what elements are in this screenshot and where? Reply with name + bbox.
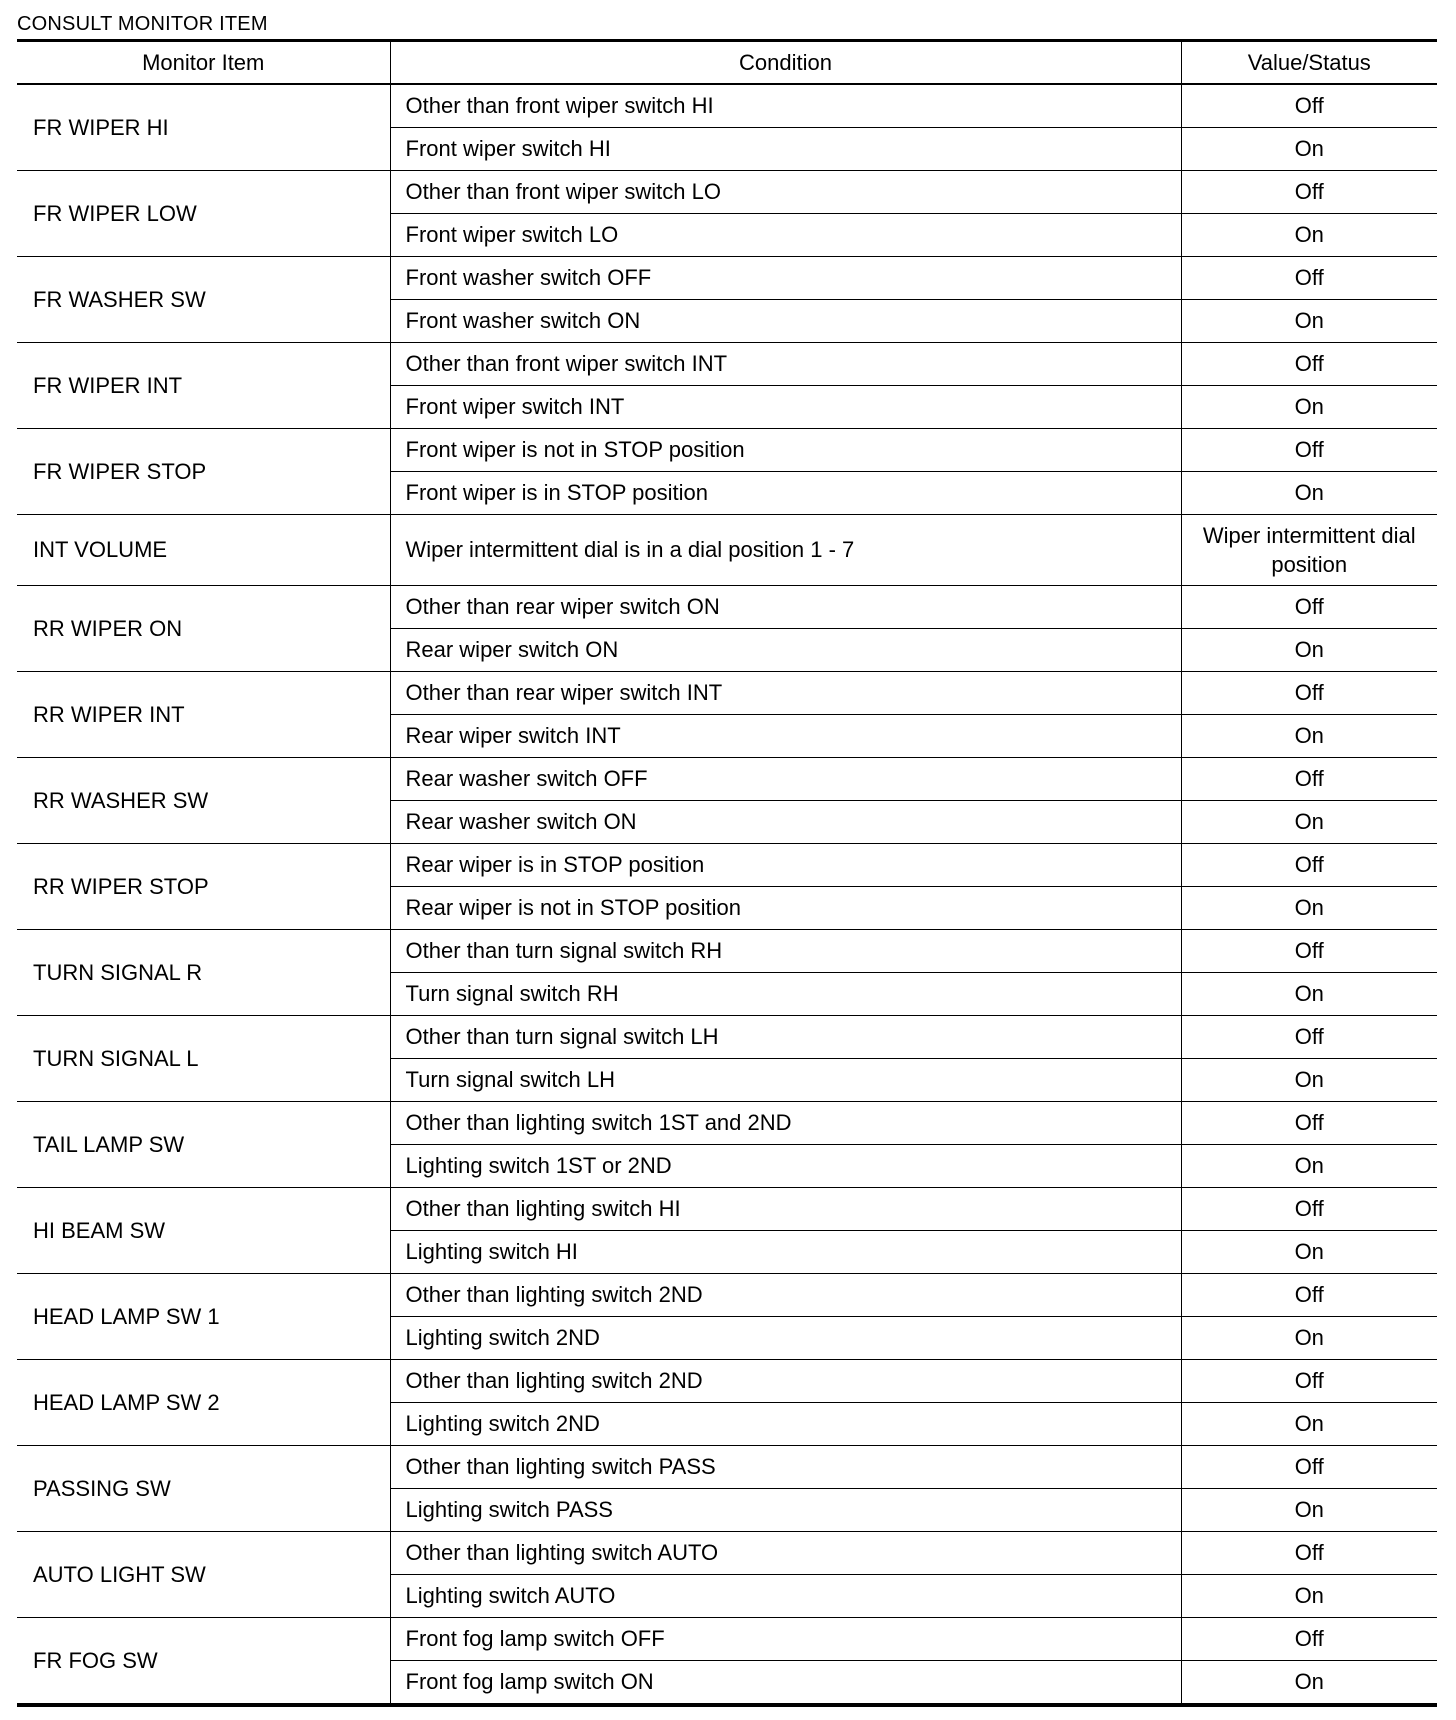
condition-cell: Front fog lamp switch OFF — [390, 1618, 1181, 1661]
value-status-cell: On — [1181, 300, 1437, 343]
table-row — [17, 1446, 1437, 1489]
table-row — [17, 930, 1437, 973]
condition-cell: Rear wiper switch INT — [390, 715, 1181, 758]
condition-cell: Front washer switch ON — [390, 300, 1181, 343]
condition-cell: Lighting switch 2ND — [390, 1317, 1181, 1360]
condition-cell: Other than front wiper switch LO — [390, 171, 1181, 214]
condition-cell: Lighting switch PASS — [390, 1489, 1181, 1532]
condition-cell: Lighting switch AUTO — [390, 1575, 1181, 1618]
table-row — [17, 672, 1437, 715]
condition-cell: Other than turn signal switch RH — [390, 930, 1181, 973]
value-status-cell: Off — [1181, 1016, 1437, 1059]
table-row — [17, 515, 1437, 586]
value-status-cell: Off — [1181, 1446, 1437, 1489]
value-status-cell: Off — [1181, 429, 1437, 472]
condition-cell: Front wiper is not in STOP position — [390, 429, 1181, 472]
consult-monitor-table — [17, 39, 1437, 1707]
monitor-item-cell: FR FOG SW — [17, 1618, 390, 1706]
value-status-cell: Off — [1181, 171, 1437, 214]
header-condition: Condition — [390, 41, 1181, 85]
condition-cell: Lighting switch 1ST or 2ND — [390, 1145, 1181, 1188]
condition-cell: Other than lighting switch 2ND — [390, 1360, 1181, 1403]
table-body — [17, 84, 1437, 1705]
condition-cell: Front wiper switch INT — [390, 386, 1181, 429]
monitor-item-cell: RR WIPER ON — [17, 586, 390, 672]
value-status-cell: On — [1181, 1403, 1437, 1446]
monitor-item-cell: HEAD LAMP SW 1 — [17, 1274, 390, 1360]
table-row — [17, 1618, 1437, 1661]
value-status-cell: On — [1181, 1231, 1437, 1274]
monitor-item-cell: RR WIPER INT — [17, 672, 390, 758]
value-status-cell: Off — [1181, 257, 1437, 300]
condition-cell: Other than front wiper switch INT — [390, 343, 1181, 386]
condition-cell: Other than lighting switch PASS — [390, 1446, 1181, 1489]
condition-cell: Wiper intermittent dial is in a dial position 1 - 7 — [390, 515, 1181, 586]
value-status-cell: Off — [1181, 672, 1437, 715]
value-status-cell: Off — [1181, 930, 1437, 973]
table-row — [17, 84, 1437, 128]
condition-cell: Other than rear wiper switch INT — [390, 672, 1181, 715]
condition-cell: Rear wiper is not in STOP position — [390, 887, 1181, 930]
value-status-cell: On — [1181, 1317, 1437, 1360]
condition-cell: Other than lighting switch AUTO — [390, 1532, 1181, 1575]
condition-cell: Lighting switch 2ND — [390, 1403, 1181, 1446]
condition-cell: Other than lighting switch HI — [390, 1188, 1181, 1231]
monitor-item-cell: TAIL LAMP SW — [17, 1102, 390, 1188]
condition-cell: Front washer switch OFF — [390, 257, 1181, 300]
monitor-item-cell: INT VOLUME — [17, 515, 390, 586]
monitor-item-cell: TURN SIGNAL R — [17, 930, 390, 1016]
table-row — [17, 257, 1437, 300]
value-status-cell: On — [1181, 1575, 1437, 1618]
monitor-item-cell: FR WIPER INT — [17, 343, 390, 429]
value-status-cell: On — [1181, 887, 1437, 930]
value-status-cell: Off — [1181, 1360, 1437, 1403]
table-row — [17, 1102, 1437, 1145]
table-row — [17, 171, 1437, 214]
value-status-cell: On — [1181, 1489, 1437, 1532]
value-status-cell: On — [1181, 629, 1437, 672]
value-status-cell: Off — [1181, 1532, 1437, 1575]
table-row — [17, 1188, 1437, 1231]
table-row — [17, 343, 1437, 386]
table-row — [17, 758, 1437, 801]
monitor-item-cell: RR WIPER STOP — [17, 844, 390, 930]
value-status-cell: Off — [1181, 586, 1437, 629]
condition-cell: Turn signal switch RH — [390, 973, 1181, 1016]
value-status-cell: Off — [1181, 1102, 1437, 1145]
value-status-cell: Off — [1181, 1274, 1437, 1317]
condition-cell: Rear washer switch ON — [390, 801, 1181, 844]
value-status-cell: Off — [1181, 84, 1437, 128]
value-status-cell: On — [1181, 973, 1437, 1016]
monitor-item-cell: RR WASHER SW — [17, 758, 390, 844]
monitor-item-cell: FR WIPER STOP — [17, 429, 390, 515]
value-status-cell: Wiper intermittent dial position — [1181, 515, 1437, 586]
value-status-cell: On — [1181, 128, 1437, 171]
monitor-item-cell: FR WASHER SW — [17, 257, 390, 343]
condition-cell: Other than rear wiper switch ON — [390, 586, 1181, 629]
table-row — [17, 844, 1437, 887]
value-status-cell: On — [1181, 386, 1437, 429]
value-status-cell: Off — [1181, 1618, 1437, 1661]
monitor-item-cell: FR WIPER LOW — [17, 171, 390, 257]
monitor-item-cell: AUTO LIGHT SW — [17, 1532, 390, 1618]
value-status-cell: On — [1181, 214, 1437, 257]
value-status-cell: On — [1181, 1059, 1437, 1102]
table-row — [17, 586, 1437, 629]
value-status-cell: Off — [1181, 343, 1437, 386]
condition-cell: Rear wiper is in STOP position — [390, 844, 1181, 887]
monitor-item-cell: HI BEAM SW — [17, 1188, 390, 1274]
header-monitor-item: Monitor Item — [17, 41, 390, 85]
table-row — [17, 1016, 1437, 1059]
value-status-cell: On — [1181, 472, 1437, 515]
monitor-item-cell: TURN SIGNAL L — [17, 1016, 390, 1102]
monitor-item-cell: FR WIPER HI — [17, 84, 390, 171]
monitor-item-cell: HEAD LAMP SW 2 — [17, 1360, 390, 1446]
value-status-cell: On — [1181, 1145, 1437, 1188]
condition-cell: Other than lighting switch 1ST and 2ND — [390, 1102, 1181, 1145]
condition-cell: Other than lighting switch 2ND — [390, 1274, 1181, 1317]
condition-cell: Front wiper is in STOP position — [390, 472, 1181, 515]
table-row — [17, 429, 1437, 472]
monitor-item-cell: PASSING SW — [17, 1446, 390, 1532]
header-value-status: Value/Status — [1181, 41, 1437, 85]
condition-cell: Front wiper switch HI — [390, 128, 1181, 171]
value-status-cell: Off — [1181, 1188, 1437, 1231]
condition-cell: Other than front wiper switch HI — [390, 84, 1181, 128]
condition-cell: Other than turn signal switch LH — [390, 1016, 1181, 1059]
value-status-cell: Off — [1181, 844, 1437, 887]
table-row — [17, 1532, 1437, 1575]
condition-cell: Rear wiper switch ON — [390, 629, 1181, 672]
condition-cell: Front fog lamp switch ON — [390, 1661, 1181, 1706]
condition-cell: Turn signal switch LH — [390, 1059, 1181, 1102]
condition-cell: Lighting switch HI — [390, 1231, 1181, 1274]
value-status-cell: On — [1181, 715, 1437, 758]
value-status-cell: Off — [1181, 758, 1437, 801]
value-status-cell: On — [1181, 801, 1437, 844]
value-status-cell: On — [1181, 1661, 1437, 1706]
condition-cell: Front wiper switch LO — [390, 214, 1181, 257]
condition-cell: Rear washer switch OFF — [390, 758, 1181, 801]
table-header-row — [17, 41, 1437, 85]
table-row — [17, 1274, 1437, 1317]
table-row — [17, 1360, 1437, 1403]
table-caption: CONSULT MONITOR ITEM — [17, 13, 268, 35]
